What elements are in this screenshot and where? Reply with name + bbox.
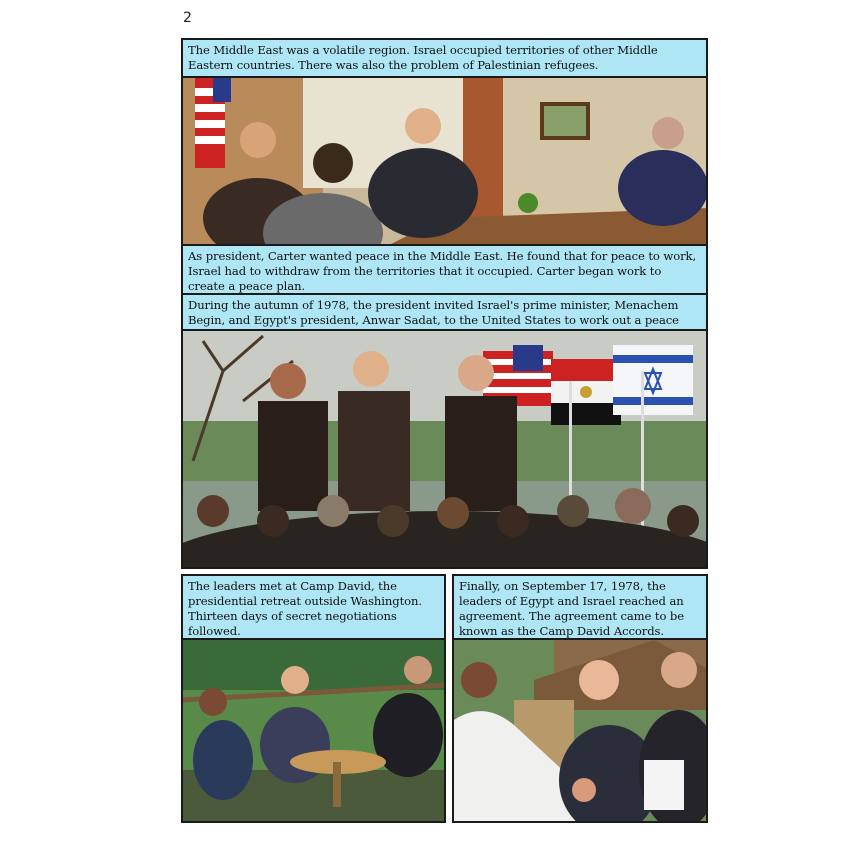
caption-middle-east: The Middle East was a volatile region. Israel occupied territories of other Middle Eastern countries. There was also the problem of Palestinian refugees. bbox=[181, 38, 708, 78]
panel-office-meeting bbox=[181, 76, 708, 246]
panel-three-leaders bbox=[181, 329, 708, 569]
camp-david-meeting-illustration bbox=[183, 640, 446, 823]
caption-carter-peace: As president, Carter wanted peace in the Middle East. He found that for peace to work, Israel had to withdraw from the territories that it occupied. Carter began work to create a peace plan. bbox=[181, 244, 708, 295]
panel-camp-david-meeting bbox=[181, 638, 446, 823]
panel-handshake bbox=[452, 638, 708, 823]
caption-accords: Finally, on September 17, 1978, the leaders of Egypt and Israel reached an agreement. The agreement came to be known as the Camp David Accords. bbox=[452, 574, 708, 640]
caption-autumn-1978: During the autumn of 1978, the president invited Israel's prime minister, Menachem Begin, and Egypt's president, Anwar Sadat, to the United States to work out a peace bbox=[181, 293, 708, 331]
handshake-illustration bbox=[454, 640, 708, 823]
caption-camp-david: The leaders met at Camp David, the presidential retreat outside Washington. Thirteen days of secret negotiations followed. bbox=[181, 574, 446, 640]
page-number: 2 bbox=[183, 10, 192, 26]
three-leaders-illustration bbox=[183, 331, 708, 569]
office-meeting-illustration bbox=[183, 78, 708, 246]
